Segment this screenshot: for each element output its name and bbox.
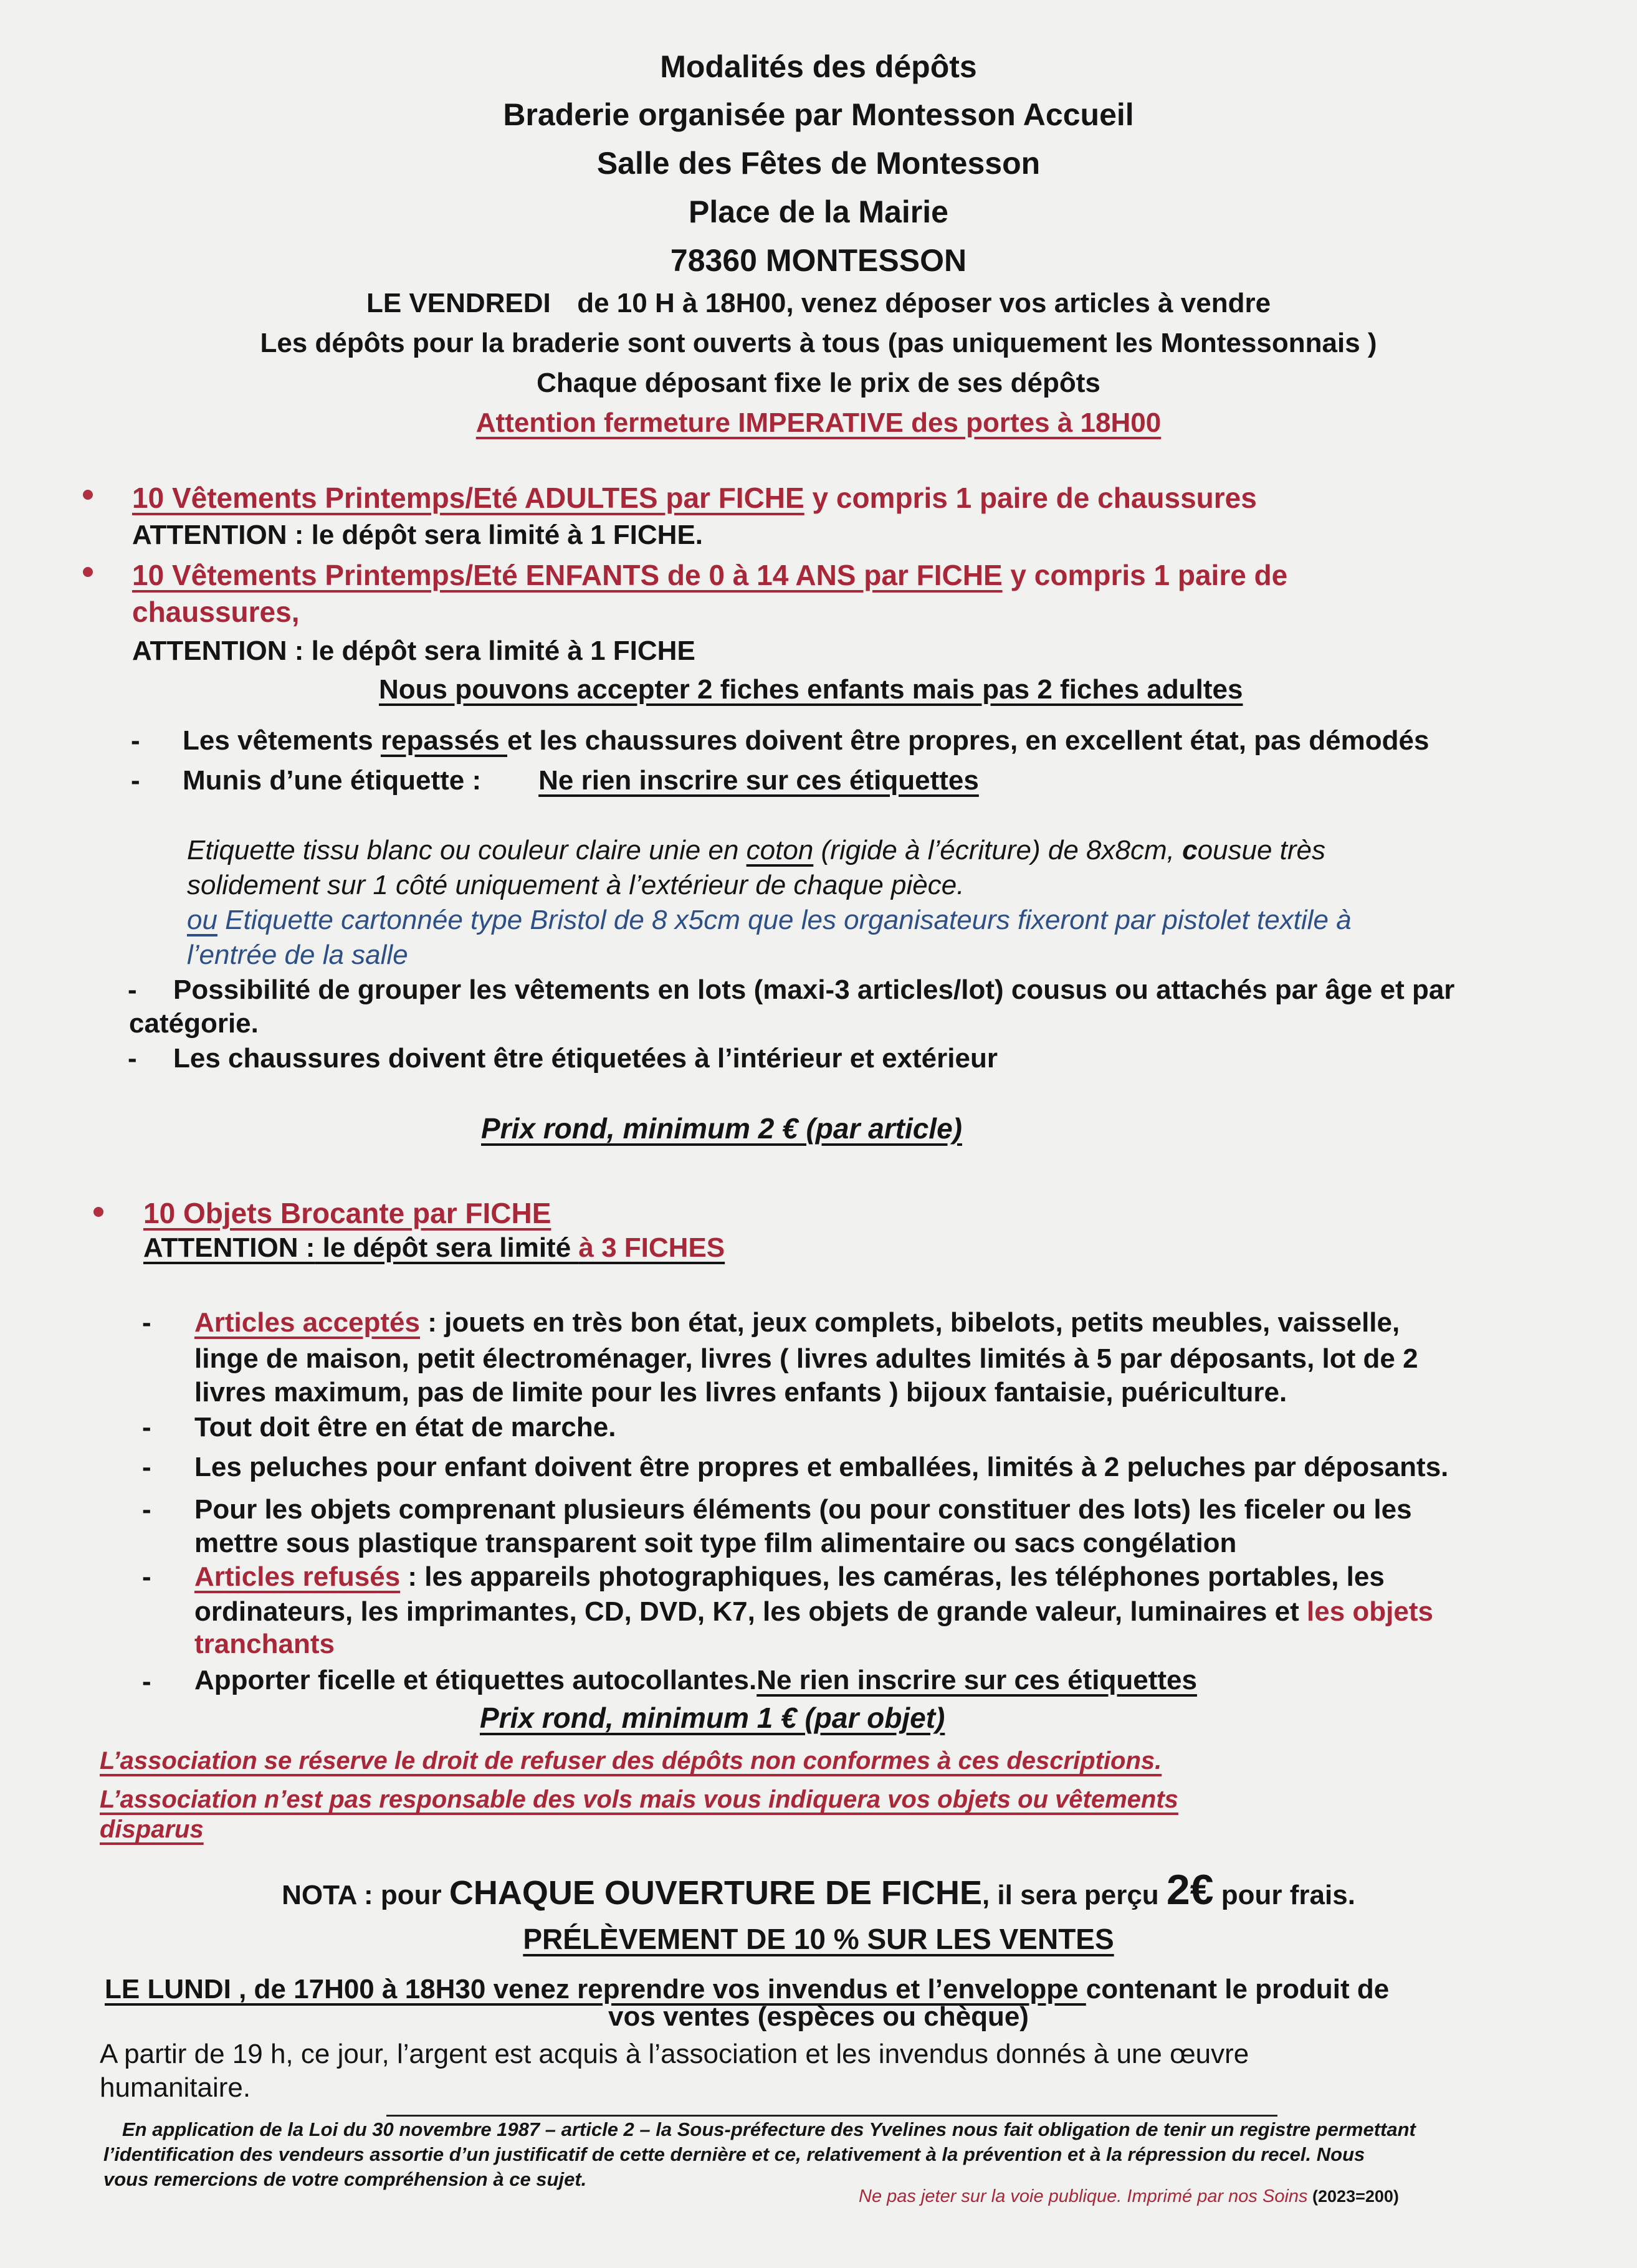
sheets-note: Nous pouvons accepter 2 fiches enfants mais pas 2 fiches adultes [379, 674, 1243, 705]
refused-items-cont2: tranchants [194, 1629, 335, 1659]
disclaimer-theft: L’association n’est pas responsable des vols mais vous indiquera vos objets ou vêtements [100, 1786, 1178, 1813]
clothes-price: Prix rond, minimum 2 € (par article) [481, 1112, 962, 1145]
bullet-icon [93, 1207, 103, 1217]
pickup-schedule: LE LUNDI , de 17H00 à 18H30 venez reprendre vos invendus et l’enveloppe contenant le produit de [105, 1974, 1390, 2004]
working-rule: Tout doit être en état de marche. [194, 1412, 616, 1442]
plush-rule: Les peluches pour enfant doivent être propres et emballées, limités à 2 peluches par déposants. [194, 1452, 1449, 1482]
after-deadline-cont: humanitaire. [100, 2072, 251, 2103]
bullet-icon [83, 490, 93, 500]
label-option-fabric-cont: solidement sur 1 côté uniquement à l’extérieur de chaque pièce. [187, 870, 965, 900]
brocante-price: Prix rond, minimum 1 € (par objet) [480, 1702, 945, 1734]
disclaimer-theft-cont: disparus [100, 1816, 204, 1843]
multi-part-rule-cont: mettre sous plastique transparent soit type film alimentaire ou sacs congélation [194, 1528, 1237, 1558]
adult-clothes-item: 10 Vêtements Printemps/Eté ADULTES par FICHE y compris 1 paire de chaussures [132, 482, 1257, 514]
child-attention: ATTENTION : le dépôt sera limité à 1 FICHE [132, 636, 695, 666]
lots-rule: Possibilité de grouper les vêtements en lots (maxi-3 articles/lot) cousus ou attachés par âge et par [173, 974, 1455, 1005]
deposit-schedule [0, 288, 1637, 319]
refused-items: Articles refusés : les appareils photographiques, les caméras, les téléphones portables, les [194, 1561, 1385, 1592]
clothes-rule-label: Munis d’une étiquette : Ne rien inscrire sur ces étiquettes [183, 765, 979, 796]
refused-items-cont: ordinateurs, les imprimantes, CD, DVD, K7, les objets de grande valeur, luminaires et les objets [194, 1596, 1433, 1627]
venue: Salle des Fêtes de Montesson [596, 146, 1041, 181]
separator-line [386, 2115, 1277, 2117]
multi-part-rule: Pour les objets comprenant plusieurs éléments (ou pour constituer des lots) les ficeler ou les [194, 1494, 1412, 1525]
accepted-items-cont: linge de maison, petit électroménager, livres ( livres adultes limités à 5 par déposants, lot de 2 [194, 1343, 1418, 1374]
label-option-bristol-cont: l’entrée de la salle [187, 940, 408, 970]
disclaimer-refuse: L’association se réserve le droit de refuser des dépôts non conformes à ces descriptions. [100, 1747, 1162, 1775]
print-note: Ne pas jeter sur la voie publique. Imprimé par nos Soins (2023=200) [859, 2186, 1399, 2206]
deposit-hours: de 10 H à 18H00, venez déposer vos articles à vendre [577, 288, 1271, 318]
address: Place de la Mairie [689, 194, 948, 229]
clothes-rule-clean: Les vêtements repassés et les chaussures doivent être propres, en excellent état, pas démodés [183, 725, 1429, 756]
page-title: Modalités des dépôts [660, 49, 977, 84]
brocante-attention: ATTENTION : le dépôt sera limité à 3 FICHES [143, 1232, 725, 1263]
organizer: Braderie organisée par Montesson Accueil [503, 97, 1134, 132]
sheet-fee: NOTA : pour CHAQUE OUVERTURE DE FICHE, il sera perçu 2€ pour frais. [282, 1866, 1355, 1913]
closing-notice: Attention fermeture IMPERATIVE des portes à 18H00 [475, 407, 1162, 438]
flyer-page: Modalités des dépôts Braderie organisée par Montesson Accueil Salle des Fêtes de Montesson Place de la Mairie 78360 MONTESSON LE VENDREDI de 10 H à 18H00, venez déposer vos articles à vendre Les dépôts pour la braderie sont ouverts à tous (pas uniquement les Montessonnais ) Chaque déposant fixe le prix de ses dépôts Attention fermeture IMPERATIVE des portes à 18H00 10 Vêtements Printemps/Eté ADULTES par FICHE y compris 1 paire de chaussures ATTENTION : le dépôt sera limité à 1 FICHE. 10 Vêtements Printemps/Eté ENFANTS de 0 à 14 ANS par FICHE y compris 1 paire de chaussures, ATTENTION : le dépôt sera limité à 1 FICHE Nous pouvons accepter 2 fiches enfants mais pas 2 fiches adultes - Les vêtements repassés et les chaussures doivent être propres, en excellent état, pas démodés - Munis d’une étiquette : Ne rien inscrire sur ces étiquettes Etiquette tissu blanc ou couleur claire unie en coton (rigide à l’écriture) de 8x8cm, cousue très solidement sur 1 côté uniquement à l’extérieur de chaque pièce. ou Etiquette cartonnée type Bristol de 8 x5cm que les organisateurs fixeront par pistolet textile à l’entrée de la salle - Possibilité de grouper les vêtements en lots (maxi-3 articles/lot) cousus ou attachés par âge et par catégorie. - Les chaussures doivent être étiquetées à l’intérieur et extérieur Prix rond, minimum 2 € (par article) 10 Objets Brocante par FICHE ATTENTION : le dépôt sera limité à 3 FICHES - Articles acceptés : jouets en très bon état, jeux complets, bibelots, petits meubles, vaisselle, linge de maison, petit électroménager, livres ( livres adultes limités à 5 par déposants, lot de 2 livres maximum, pas de limite pour les livres enfants ) bijoux fantaisie, puériculture. - Tout doit être en état de marche. - Les peluches pour enfant doivent être propres et emballées, limités à 2 peluches par déposants. - Pour les objets comprenant plusieurs éléments (ou pour constituer des lots) les ficeler ou les mettre sous plastique transparent soit type film alimentaire ou sacs congélation - Articles refusés : les appareils photographiques, les caméras, les téléphones portables, les ordinateurs, les imprimantes, CD, DVD, K7, les objets de grande valeur, luminaires et les objets tranchants - Apporter ficelle et étiquettes autocollantes.Ne rien inscrire sur ces étiquettes Prix rond, minimum 1 € (par objet) L’association se réserve le droit de refuser des dépôts non conformes à ces descriptions. L’association n’est pas responsable des vols mais vous indiquera vos objets ou vêtements disparus NOTA : pour CHAQUE OUVERTURE DE FICHE, il sera perçu 2€ pour frais. PRÉLÈVEMENT DE 10 % SUR LES VENTES LE LUNDI , de 17H00 à 18H30 venez reprendre vos invendus et l’enveloppe contenant le produit de vos ventes (espèces ou chèque) A partir de 19 h, ce jour, l’argent est acquis à l’association et les invendus donnés à une œuvre humanitaire. En application de la Loi du 30 novembre 1987 – article 2 – la Sous-préfecture des Yvelines nous fait obligation de tenir un registre permettant l’identification des vendeurs assortie d’un justificatif de cette dernière et ce, relativement à la prévention et à la répression du recel. Nous vous remercions de votre compréhension à ce sujet. Ne pas jeter sur la voie publique. Imprimé par nos Soins (2023=200) [0, 0, 1637, 2268]
open-to-all: Les dépôts pour la braderie sont ouverts à tous (pas uniquement les Montessonnais ) [260, 328, 1377, 358]
child-clothes-item: 10 Vêtements Printemps/Eté ENFANTS de 0 à 14 ANS par FICHE y compris 1 paire de [132, 559, 1288, 591]
brocante-item: 10 Objets Brocante par FICHE [143, 1197, 551, 1229]
string-rule: Apporter ficelle et étiquettes autocollantes.Ne rien inscrire sur ces étiquettes [194, 1665, 1197, 1695]
child-clothes-item-cont: chaussures, [132, 596, 300, 628]
price-rule: Chaque déposant fixe le prix de ses dépôts [537, 368, 1100, 398]
deposit-day: LE VENDREDI [366, 288, 551, 318]
law-notice-cont2: vous remercions de votre compréhension à ce sujet. [103, 2168, 587, 2190]
sales-levy: PRÉLÈVEMENT DE 10 % SUR LES VENTES [523, 1923, 1114, 1955]
law-notice: En application de la Loi du 30 novembre 1987 – article 2 – la Sous-préfecture des Yvelines nous fait obligation de tenir un registre permettant [122, 2118, 1416, 2140]
law-notice-cont: l’identification des vendeurs assortie d’un justificatif de cette dernière et ce, relativement à la prévention et à la répression du recel. Nous [103, 2143, 1365, 2165]
accepted-items-cont2: livres maximum, pas de limite pour les livres enfants ) bijoux fantaisie, puériculture. [194, 1377, 1287, 1408]
shoes-rule: Les chaussures doivent être étiquetées à l’intérieur et extérieur [173, 1043, 998, 1074]
lots-rule-cont: catégorie. [129, 1008, 259, 1039]
accepted-items: Articles acceptés : jouets en très bon état, jeux complets, bibelots, petits meubles, vaisselle, [194, 1307, 1400, 1338]
bullet-icon [83, 567, 93, 577]
label-option-bristol: ou Etiquette cartonnée type Bristol de 8 x5cm que les organisateurs fixeront par pistolet textile à [187, 905, 1352, 935]
after-deadline: A partir de 19 h, ce jour, l’argent est acquis à l’association et les invendus donnés à une œuvre [100, 2039, 1249, 2069]
pickup-schedule-cont: vos ventes (espèces ou chèque) [608, 2001, 1029, 2032]
city: 78360 MONTESSON [670, 243, 967, 278]
adult-attention: ATTENTION : le dépôt sera limité à 1 FICHE. [132, 520, 704, 550]
label-option-fabric: Etiquette tissu blanc ou couleur claire unie en coton (rigide à l’écriture) de 8x8cm, cousue très [187, 835, 1326, 865]
